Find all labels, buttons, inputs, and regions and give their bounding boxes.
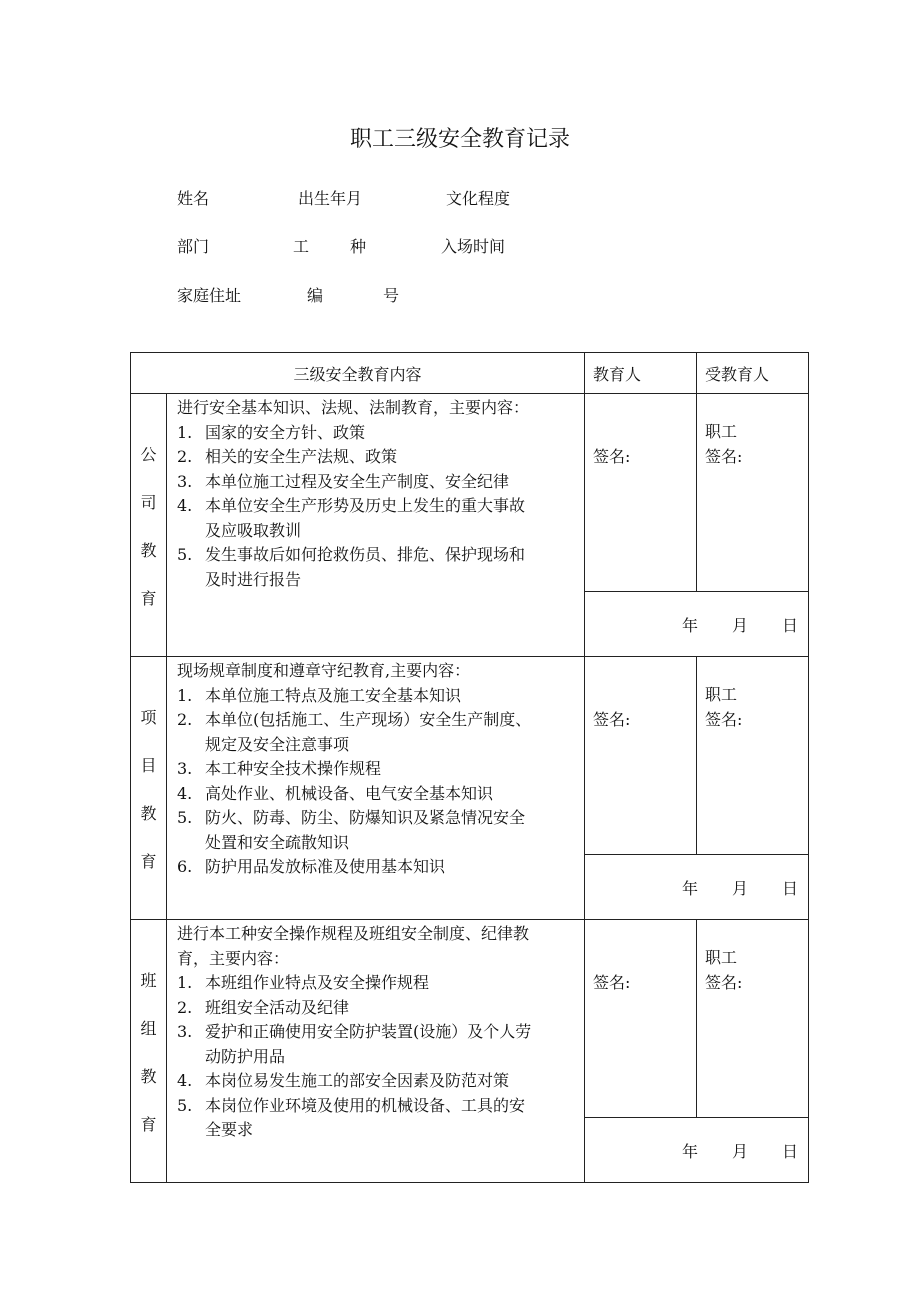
field-number-label-2: 号 bbox=[383, 286, 400, 305]
trainee-sign-cell[interactable] bbox=[697, 920, 809, 1118]
list-number: 1. bbox=[177, 685, 193, 705]
list-item bbox=[177, 996, 580, 1021]
list-number: 2. bbox=[177, 710, 193, 729]
list-item bbox=[177, 445, 580, 470]
list-item-text: 高处作业、机械设备、电气安全基本知识 bbox=[205, 783, 494, 803]
section-intro: 进行安全基本知识、法规、法制教育，主要内容： bbox=[177, 398, 530, 417]
section-label-char: 班 bbox=[140, 970, 157, 990]
list-number: 3. bbox=[177, 759, 193, 778]
section-label-char: 育 bbox=[140, 1114, 157, 1134]
field-work-type-label-2: 种 bbox=[350, 237, 367, 256]
table-header-row bbox=[131, 353, 809, 394]
list-item-text: 动防护用品 bbox=[205, 1046, 286, 1066]
section-label-char: 目 bbox=[140, 755, 157, 775]
educator-sign-label: 签名: bbox=[593, 709, 631, 729]
field-work-type-label-1: 工 bbox=[293, 237, 310, 256]
section-intro: 进行本工种安全操作规程及班组安全制度、纪律教 bbox=[177, 924, 530, 943]
list-item bbox=[177, 470, 580, 495]
section-content bbox=[167, 657, 585, 920]
section-content bbox=[167, 394, 585, 657]
date-day: 日 bbox=[781, 615, 798, 635]
trainee-sign-label: 签名: bbox=[705, 709, 743, 729]
list-item bbox=[177, 806, 580, 855]
field-address-label: 家庭住址 bbox=[177, 286, 242, 305]
list-item bbox=[177, 421, 580, 446]
section-row bbox=[131, 920, 809, 1118]
worker-label: 职工 bbox=[705, 948, 738, 967]
list-number: 3. bbox=[177, 1022, 193, 1041]
list-item bbox=[177, 782, 580, 807]
trainee-sign-label: 签名: bbox=[705, 972, 743, 992]
date-year: 年 bbox=[681, 878, 698, 898]
list-item-text: 防护用品发放标准及使用基本知识 bbox=[205, 857, 446, 876]
list-item-text: 本岗位作业环境及使用的机械设备、工具的安 bbox=[205, 1095, 526, 1115]
list-item-text: 及时进行报告 bbox=[205, 569, 302, 589]
field-birth-label: 出生年月 bbox=[298, 189, 363, 208]
list-number: 5. bbox=[177, 808, 193, 827]
list-item bbox=[177, 855, 580, 880]
list-number: 6. bbox=[177, 857, 193, 876]
list-number: 5. bbox=[177, 1095, 193, 1115]
list-number: 2. bbox=[177, 997, 193, 1017]
educator-sign-label: 签名: bbox=[593, 446, 631, 466]
date-day: 日 bbox=[781, 878, 798, 898]
list-number: 3. bbox=[177, 471, 193, 491]
worker-label: 职工 bbox=[705, 685, 738, 704]
list-item bbox=[177, 1020, 580, 1069]
list-number: 5. bbox=[177, 545, 193, 564]
education-record-table bbox=[130, 352, 809, 1183]
field-entry-time-label: 入场时间 bbox=[441, 237, 506, 256]
section-label-char: 教 bbox=[140, 540, 157, 560]
educator-sign-cell[interactable] bbox=[585, 657, 697, 855]
section-label-char: 教 bbox=[140, 803, 157, 823]
date-month: 月 bbox=[731, 878, 748, 898]
date-month: 月 bbox=[731, 615, 748, 635]
field-name-label: 姓名 bbox=[177, 189, 210, 208]
field-department-label: 部门 bbox=[177, 237, 210, 256]
field-number-label-1: 编 bbox=[307, 286, 324, 305]
section-label-char: 公 bbox=[140, 444, 157, 464]
date-cell[interactable] bbox=[585, 1118, 809, 1183]
list-number: 1. bbox=[177, 973, 193, 992]
section-intro: 育，主要内容： bbox=[177, 948, 290, 968]
list-item-text: 本工种安全技术操作规程 bbox=[205, 759, 382, 778]
list-item bbox=[177, 1069, 580, 1094]
section-row bbox=[131, 394, 809, 592]
list-item-text: 爱护和正确使用安全防护装置(设施）及个人劳 bbox=[205, 1022, 532, 1041]
trainee-sign-label: 签名: bbox=[705, 446, 743, 466]
list-item bbox=[177, 494, 580, 543]
list-item-text: 班组安全活动及纪律 bbox=[205, 997, 350, 1017]
section-label-char: 教 bbox=[140, 1066, 157, 1086]
list-item-text: 规定及安全注意事项 bbox=[205, 734, 350, 754]
date-cell[interactable] bbox=[585, 592, 809, 657]
trainee-sign-cell[interactable] bbox=[697, 394, 809, 592]
section-label-char: 项 bbox=[140, 707, 157, 727]
list-item-text: 处置和安全疏散知识 bbox=[205, 832, 350, 852]
section-label-char: 司 bbox=[140, 492, 157, 512]
educator-sign-cell[interactable] bbox=[585, 394, 697, 592]
list-item-text: 相关的安全生产法规、政策 bbox=[205, 447, 398, 466]
header-trainee: 受教育人 bbox=[697, 353, 809, 394]
list-number: 4. bbox=[177, 496, 193, 515]
section-label-char: 组 bbox=[140, 1018, 157, 1038]
list-item bbox=[177, 971, 580, 996]
list-number: 4. bbox=[177, 1071, 193, 1090]
section-label bbox=[131, 920, 167, 1183]
list-item-text: 本岗位易发生施工的部安全因素及防范对策 bbox=[205, 1071, 510, 1090]
section-label bbox=[131, 657, 167, 920]
list-item-text: 全要求 bbox=[205, 1120, 254, 1139]
list-number: 4. bbox=[177, 783, 193, 803]
list-item-text: 及应吸取教训 bbox=[205, 520, 302, 540]
section-content bbox=[167, 920, 585, 1183]
list-item bbox=[177, 757, 580, 782]
section-row bbox=[131, 657, 809, 855]
list-item-text: 本单位(包括施工、生产现场）安全生产制度、 bbox=[205, 710, 532, 729]
section-label-char: 育 bbox=[140, 588, 157, 608]
list-item-text: 防火、防毒、防尘、防爆知识及紧急情况安全 bbox=[205, 808, 526, 827]
list-item-text: 本班组作业特点及安全操作规程 bbox=[205, 973, 430, 992]
list-item-text: 国家的安全方针、政策 bbox=[205, 422, 366, 442]
list-item bbox=[177, 1094, 580, 1143]
section-label bbox=[131, 394, 167, 657]
date-year: 年 bbox=[681, 615, 698, 635]
page-title: 职工三级安全教育记录 bbox=[349, 127, 570, 152]
trainee-sign-cell[interactable] bbox=[697, 657, 809, 855]
section-intro: 现场规章制度和遵章守纪教育,主要内容： bbox=[177, 661, 471, 680]
header-educator: 教育人 bbox=[585, 353, 697, 394]
list-item bbox=[177, 684, 580, 709]
educator-sign-label: 签名: bbox=[593, 972, 631, 992]
field-education-label: 文化程度 bbox=[446, 189, 511, 208]
header-content: 三级安全教育内容 bbox=[131, 353, 585, 394]
list-item bbox=[177, 543, 580, 592]
list-number: 1. bbox=[177, 422, 193, 442]
list-number: 2. bbox=[177, 447, 193, 466]
list-item bbox=[177, 708, 580, 757]
date-day: 日 bbox=[781, 1141, 798, 1161]
list-item-text: 本单位施工过程及安全生产制度、安全纪律 bbox=[205, 471, 510, 491]
worker-label: 职工 bbox=[705, 422, 738, 441]
list-item-text: 本单位施工特点及施工安全基本知识 bbox=[205, 685, 462, 705]
list-item-text: 本单位安全生产形势及历史上发生的重大事故 bbox=[205, 496, 526, 515]
date-year: 年 bbox=[681, 1141, 698, 1161]
educator-sign-cell[interactable] bbox=[585, 920, 697, 1118]
date-cell[interactable] bbox=[585, 855, 809, 920]
date-month: 月 bbox=[731, 1141, 748, 1161]
list-item-text: 发生事故后如何抢救伤员、排危、保护现场和 bbox=[205, 545, 526, 564]
section-label-char: 育 bbox=[140, 851, 157, 871]
